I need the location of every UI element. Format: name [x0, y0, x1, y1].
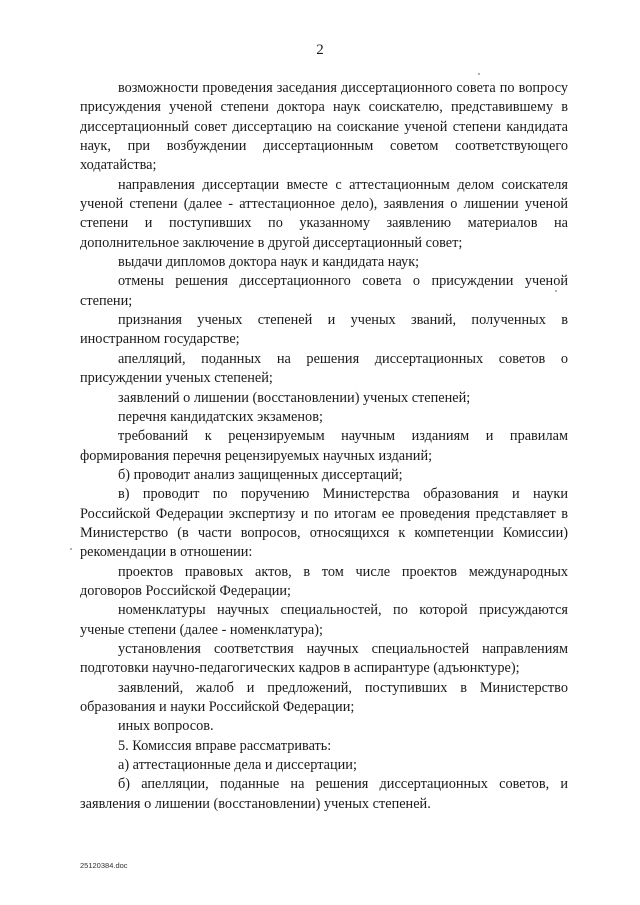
paragraph: признания ученых степеней и ученых званий, полученных в иностранном государстве; [80, 312, 568, 348]
paragraph: в) проводит по поручению Министерства образования и науки Российской Федерации экспертизу и по итогам ее проведения представляет в Министерство (в части вопросов, относящихся к компетенции Комиссии) рекомендации в отношении: [80, 486, 568, 561]
file-name-footer: 25120384.doc [80, 861, 128, 870]
paragraph: направления диссертации вместе с аттестационным делом соискателя ученой степени (далее - аттестационное дело), заявления о лишении ученой степени и поступивших по указанному заявлению материалов на дополнительное заключение в другой диссертационный совет; [80, 176, 568, 251]
scan-speck [70, 548, 72, 550]
scan-speck [478, 73, 480, 75]
paragraph: заявлений, жалоб и предложений, поступивших в Министерство образования и науки Российской Федерации; [80, 679, 568, 715]
paragraph: б) апелляции, поданные на решения диссертационных советов, и заявления о лишении (восстановлении) ученых степеней. [80, 776, 568, 812]
document-body [80, 79, 568, 814]
paragraph: заявлений о лишении (восстановлении) ученых степеней; [118, 389, 471, 406]
paragraph: отмены решения диссертационного совета о присуждении ученой степени; [80, 273, 568, 309]
page-number: 2 [316, 42, 324, 58]
paragraph: требований к рецензируемым научным изданиям и правилам формирования перечня рецензируемых научных изданий; [80, 428, 568, 464]
paragraph: 5. Комиссия вправе рассматривать: [118, 737, 332, 754]
paragraph: выдачи дипломов доктора наук и кандидата наук; [118, 254, 420, 271]
scan-speck [555, 290, 557, 292]
paragraph: апелляций, поданных на решения диссертационных советов о присуждении ученых степеней; [80, 350, 568, 387]
paragraph: установления соответствия научных специальностей направлениям подготовки научно-педагогических кадров в аспирантуре (адъюнктуре); [80, 640, 568, 677]
paragraph: проектов правовых актов, в том числе проектов международных договоров Российской Федерации; [80, 563, 568, 599]
paragraph: возможности проведения заседания диссертационного совета по вопросу присуждения ученой степени доктора наук соискателю, представившему в диссертационный совет диссертацию на соискание ученой степени кандидата наук, при возбуждении диссертационным советом соответствующего ходатайства; [80, 80, 568, 174]
paragraph: иных вопросов. [118, 718, 214, 735]
paragraph: а) аттестационные дела и диссертации; [118, 757, 357, 774]
paragraph: номенклатуры научных специальностей, по которой присуждаются ученые степени (далее - номенклатура); [80, 602, 568, 638]
paragraph: перечня кандидатских экзаменов; [118, 408, 323, 425]
paragraph: б) проводит анализ защищенных диссертаций; [118, 466, 403, 483]
